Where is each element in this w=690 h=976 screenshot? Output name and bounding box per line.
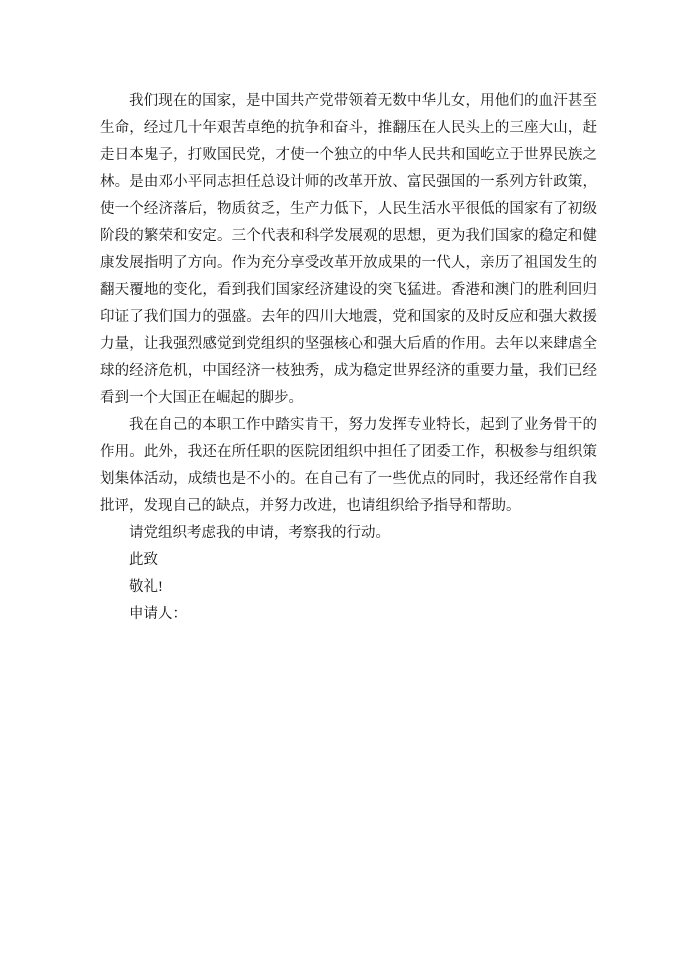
signature-applicant-label: 申请人： bbox=[129, 606, 187, 622]
closing-salute: 敬礼! bbox=[129, 579, 163, 595]
paragraph-request: 请党组织考虑我的申请，考察我的行动。 bbox=[129, 525, 390, 541]
paragraph-work-performance: 我在自己的本职工作中踏实肯干，努力发挥专业特长，起到了业务骨干的作用。此外，我还在所任职的医院团组织中担任了团委工作，积极参与组织策划集体活动，成绩也是不小的。在自己有了一些优点的同时，我还经常作自我批评，发现自己的缺点，并努力改进，也请组织给予指导和帮助。 bbox=[100, 417, 597, 514]
document-body bbox=[100, 88, 597, 628]
paragraph-national-history: 我们现在的国家，是中国共产党带领着无数中华儿女，用他们的血汗甚至生命，经过几十年艰苦卓绝的抗争和奋斗，推翻压在人民头上的三座大山，赶走日本鬼子，打败国民党，才使一个独立的中华人民共和国屹立于世界民族之林。是由邓小平同志担任总设计师的改革开放、富民强国的一系列方针政策，使一个经济落后，物质贫乏，生产力低下，人民生活水平很低的国家有了初级阶段的繁荣和安定。三个代表和科学发展观的思想，更为我们国家的稳定和健康发展指明了方向。作为充分享受改革开放成果的一代人，亲历了祖国发生的翻天覆地的变化，看到我们国家经济建设的突飞猛进。香港和澳门的胜利回归印证了我们国力的强盛。去年的四川大地震，党和国家的及时反应和强大救援力量，让我强烈感觉到党组织的坚强核心和强大后盾的作用。去年以来肆虐全球的经济危机，中国经济一枝独秀，成为稳定世界经济的重要力量，我们已经看到一个大国正在崛起的脚步。 bbox=[100, 93, 597, 406]
closing-cizhi: 此致 bbox=[129, 552, 158, 568]
